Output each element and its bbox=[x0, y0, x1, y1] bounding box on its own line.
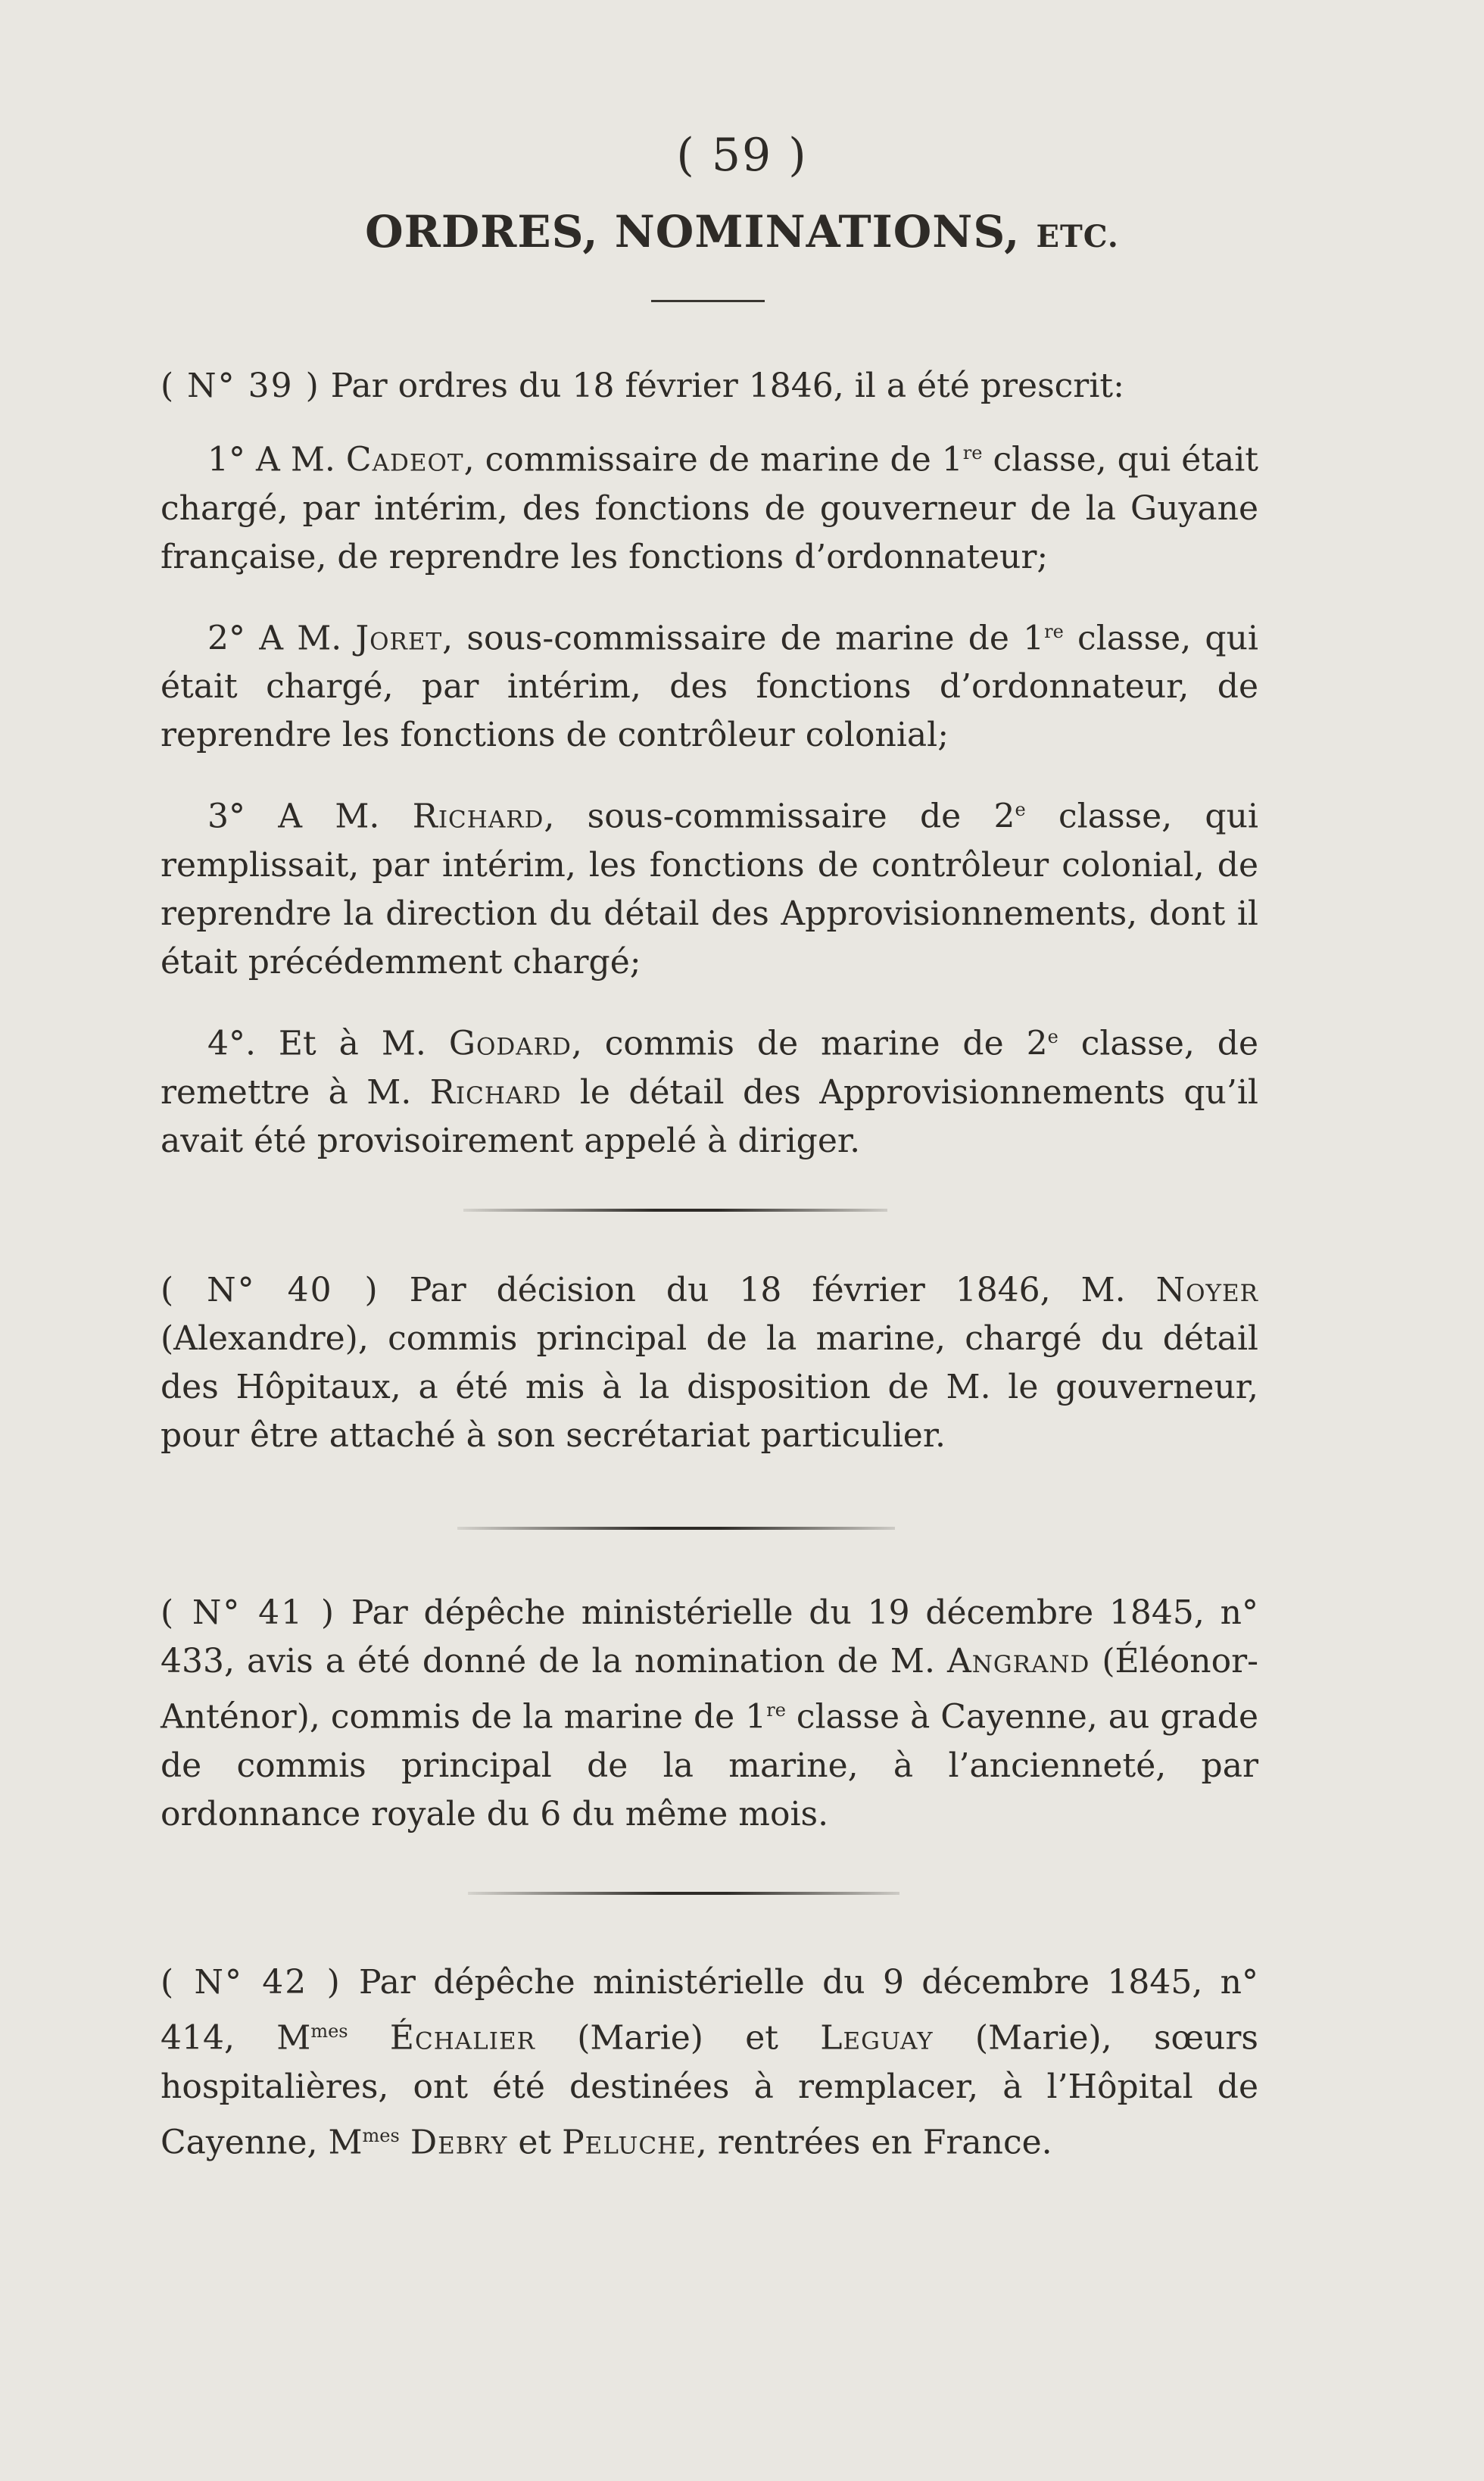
title-underline bbox=[651, 300, 765, 302]
entry-39-intro: ( N° 39 ) Par ordres du 18 février 1846, il a été prescrit: bbox=[161, 367, 1124, 405]
person-name: Godard bbox=[448, 1024, 572, 1063]
page-title bbox=[0, 206, 1484, 257]
entry-ref: ( N° 42 ) bbox=[161, 1963, 341, 2002]
entry-40-text: ( N° 40 ) Par décision du 18 février 1846, M. Noyer (Alexandre), commis principal de la marine, chargé du détail des Hôpitaux, a été mis à la disposition de M. le gouverneur, pour être attaché à son secrétariat particulier. bbox=[161, 1271, 1258, 1455]
entry-42-text: ( N° 42 ) Par dépêche ministérielle du 9 décembre 1845, n° 414, $M^{mes}$ Échalier (Marie) et Leguay (Marie), sœurs hospitalières, ont été destinées à remplacer, à l’Hôpital de Cayenne, $M^{mes}$ Debry et Peluche, rentrées en France. bbox=[161, 1963, 1259, 2162]
title-main: ORDRES, NOMINATIONS, bbox=[365, 206, 1021, 257]
entry-ref: ( N° 39 ) bbox=[161, 367, 320, 405]
entry-41 bbox=[161, 1589, 1258, 1865]
title-suffix: ETC. bbox=[1036, 219, 1119, 254]
entry-ref: ( N° 41 ) bbox=[161, 1593, 336, 1632]
order-item-1: 1° A M. Cadeot, commissaire de marine de 1re classe, qui était chargé, par intérim, des fonctions de gouverneur de la Guyane française, de reprendre les fonctions d’ordonnateur; bbox=[161, 440, 1258, 576]
person-name: Richard bbox=[429, 1072, 562, 1112]
person-name: Échalier bbox=[389, 2018, 535, 2058]
person-name: Noyer bbox=[1155, 1271, 1258, 1309]
section-divider bbox=[463, 1209, 887, 1212]
person-name: Angrand bbox=[946, 1642, 1090, 1681]
section-divider bbox=[457, 1527, 895, 1530]
page-number: ( 59 ) bbox=[676, 129, 808, 182]
section-divider bbox=[468, 1892, 899, 1895]
person-name: Debry bbox=[410, 2123, 508, 2162]
person-name: Richard bbox=[412, 797, 544, 836]
person-name: Cadeot bbox=[345, 440, 464, 479]
order-item-3: 3° A M. Richard, sous-commissaire de 2e classe, qui remplissait, par intérim, les fonctions de contrôleur colonial, de reprendre la direction du détail des Approvisionnements, dont il était précédemment chargé; bbox=[161, 797, 1259, 981]
person-name: Peluche bbox=[562, 2123, 697, 2162]
entry-41-text: ( N° 41 ) Par dépêche ministérielle du 19 décembre 1845, n° 433, avis a été donné de la nomination de M. Angrand (Éléonor-Anténor), commis de la marine de 1re classe à Cayenne, au grade de commis principal de la marine, à l’ancienneté, par ordonnance royale du 6 du même mois. bbox=[161, 1593, 1258, 1833]
order-item-4: 4°. Et à M. Godard, commis de marine de 2e classe, de remettre à M. Richard le détail des Approvisionnements qu’il avait été provisoirement appelé à diriger. bbox=[161, 1024, 1258, 1160]
entry-39 bbox=[161, 362, 1258, 1191]
entry-40 bbox=[161, 1266, 1258, 1486]
entry-42 bbox=[161, 1958, 1258, 2192]
order-item-2: 2° A M. Joret, sous-commissaire de marine de 1re classe, qui était chargé, par intérim, des fonctions d’ordonnateur, de reprendre les fonctions de contrôleur colonial; bbox=[161, 619, 1258, 755]
person-name: Joret bbox=[355, 619, 443, 658]
person-name: Leguay bbox=[820, 2018, 934, 2058]
entry-ref: ( N° 40 ) bbox=[161, 1271, 379, 1309]
